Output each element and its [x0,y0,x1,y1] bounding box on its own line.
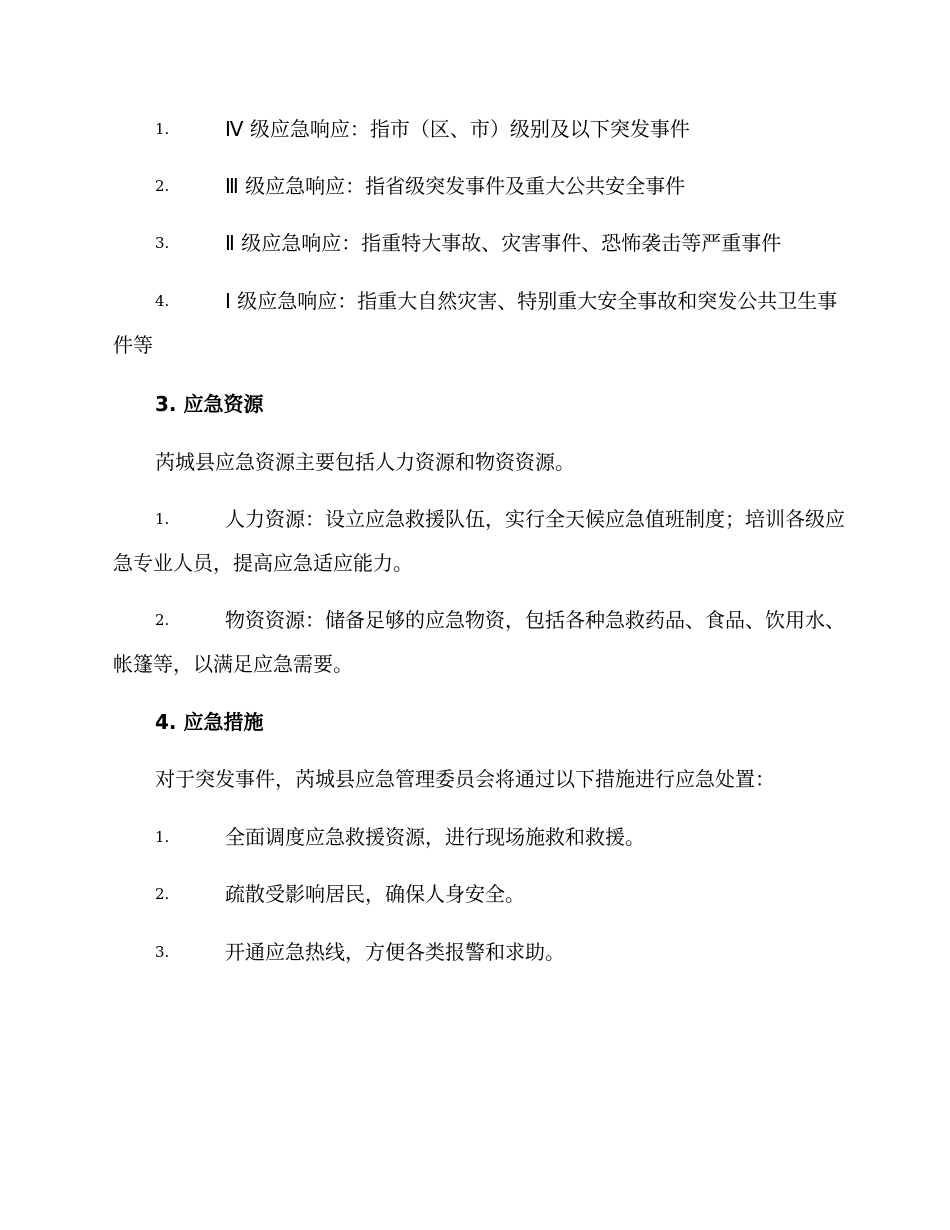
list-item [113,107,853,151]
list-text: 物资资源：储备足够的应急物资，包括各种急救药品、食品、饮用水、帐篷等，以满足应急需要。 [113,608,845,676]
list-text: 开通应急热线，方便各类报警和求助。 [225,940,565,964]
list-item [113,164,853,208]
list-item [113,930,853,974]
list-item [113,872,853,916]
list-number: 3. [155,943,170,961]
list-number: 4. [155,292,170,310]
list-text: 全面调度应急救援资源，进行现场施救和救援。 [225,825,645,849]
list-number: 1. [155,120,170,138]
list-item [113,598,853,686]
list-number: 2. [155,611,170,629]
list-number: 1. [155,828,170,846]
list-item [113,221,853,265]
list-item [113,497,853,585]
list-text: Ⅳ 级应急响应：指市（区、市）级别及以下突发事件 [225,117,690,141]
list-item [113,279,853,367]
paragraph: 芮城县应急资源主要包括人力资源和物资资源。 [155,450,575,474]
list-number: 2. [155,177,170,195]
list-text: 人力资源：设立应急救援队伍，实行全天候应急值班制度；培训各级应急专业人员，提高应急适应能力。 [113,507,845,575]
list-text: 疏散受影响居民，确保人身安全。 [225,882,525,906]
list-item [113,815,853,859]
list-number: 2. [155,885,170,903]
section-heading: 4. 应急措施 [155,710,264,734]
list-text: Ⅲ 级应急响应：指省级突发事件及重大公共安全事件 [225,174,686,198]
list-text: Ⅰ 级应急响应：指重大自然灾害、特别重大安全事故和突发公共卫生事件等 [113,289,838,357]
list-number: 3. [155,234,170,252]
list-number: 1. [155,510,170,528]
list-text: Ⅱ 级应急响应：指重特大事故、灾害事件、恐怖袭击等严重事件 [225,231,782,255]
paragraph: 对于突发事件，芮城县应急管理委员会将通过以下措施进行应急处置： [155,767,775,791]
section-heading: 3. 应急资源 [155,392,264,416]
